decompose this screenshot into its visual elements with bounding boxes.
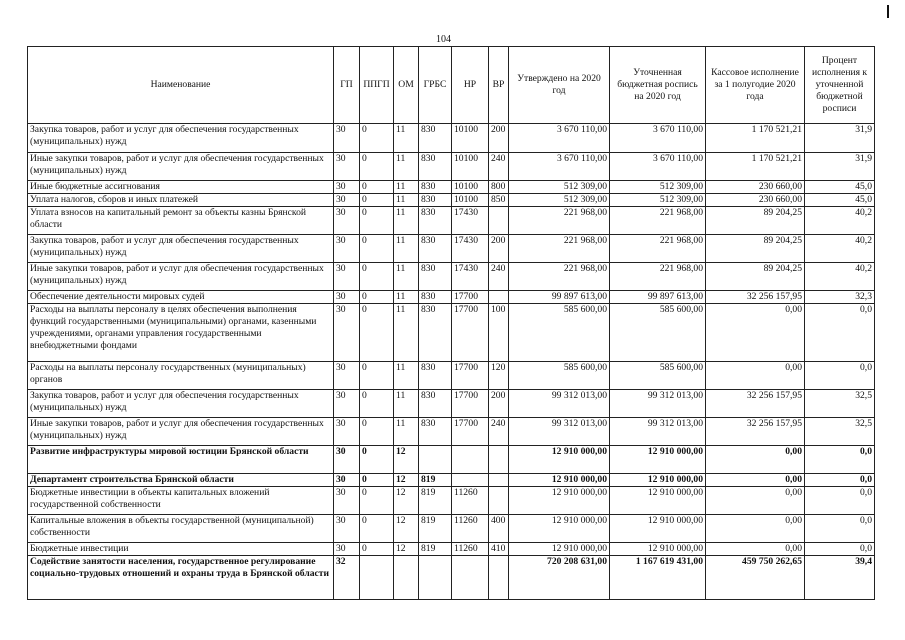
row-grbs: 830 <box>419 362 452 390</box>
header-ppgp: ППГП <box>360 47 394 124</box>
table-row <box>28 446 875 474</box>
row-om: 11 <box>394 291 419 304</box>
row-vr: 200 <box>489 390 509 418</box>
row-om: 11 <box>394 235 419 263</box>
row-vr <box>489 556 509 600</box>
table-row <box>28 418 875 446</box>
header-om: ОМ <box>394 47 419 124</box>
row-cash: 0,00 <box>706 362 805 390</box>
row-cash: 0,00 <box>706 474 805 487</box>
row-name: Закупка товаров, работ и услуг для обеспечения государственных (муниципальных) нужд <box>28 124 334 153</box>
row-grbs: 830 <box>419 207 452 235</box>
row-ppgp: 0 <box>360 181 394 194</box>
row-gp: 30 <box>334 418 360 446</box>
row-percent: 0,0 <box>805 543 875 556</box>
row-vr: 410 <box>489 543 509 556</box>
row-name: Иные закупки товаров, работ и услуг для обеспечения государственных (муниципальных) нужд <box>28 418 334 446</box>
row-approved: 99 897 613,00 <box>509 291 610 304</box>
row-approved: 12 910 000,00 <box>509 515 610 543</box>
row-refined: 585 600,00 <box>610 362 706 390</box>
row-ppgp: 0 <box>360 390 394 418</box>
table-row <box>28 194 875 207</box>
row-nr: 11260 <box>452 515 489 543</box>
page-number: 104 <box>436 34 451 45</box>
row-om: 12 <box>394 487 419 515</box>
row-refined: 221 968,00 <box>610 207 706 235</box>
row-vr: 200 <box>489 124 509 153</box>
row-grbs: 830 <box>419 235 452 263</box>
table-row <box>28 235 875 263</box>
row-name: Расходы на выплаты персоналу государственных (муниципальных) органов <box>28 362 334 390</box>
table-row <box>28 181 875 194</box>
row-cash: 0,00 <box>706 487 805 515</box>
row-refined: 12 910 000,00 <box>610 515 706 543</box>
row-percent: 32,5 <box>805 390 875 418</box>
row-refined: 12 910 000,00 <box>610 543 706 556</box>
header-name: Наименование <box>28 47 334 124</box>
row-vr <box>489 291 509 304</box>
row-gp: 30 <box>334 181 360 194</box>
row-ppgp: 0 <box>360 153 394 181</box>
row-percent: 40,2 <box>805 207 875 235</box>
row-cash: 459 750 262,65 <box>706 556 805 600</box>
row-percent: 0,0 <box>805 487 875 515</box>
row-nr: 10100 <box>452 194 489 207</box>
row-gp: 30 <box>334 207 360 235</box>
row-nr: 10100 <box>452 153 489 181</box>
row-refined: 3 670 110,00 <box>610 124 706 153</box>
row-name: Департамент строительства Брянской области <box>28 474 334 487</box>
row-grbs: 830 <box>419 153 452 181</box>
row-percent: 31,9 <box>805 124 875 153</box>
row-approved: 12 910 000,00 <box>509 543 610 556</box>
row-nr <box>452 474 489 487</box>
row-grbs: 830 <box>419 304 452 362</box>
row-percent: 0,0 <box>805 474 875 487</box>
header-nr: НР <box>452 47 489 124</box>
row-grbs: 819 <box>419 543 452 556</box>
table-row <box>28 390 875 418</box>
row-vr: 850 <box>489 194 509 207</box>
row-cash: 1 170 521,21 <box>706 124 805 153</box>
row-refined: 12 910 000,00 <box>610 474 706 487</box>
row-name: Закупка товаров, работ и услуг для обеспечения государственных (муниципальных) нужд <box>28 235 334 263</box>
row-vr: 800 <box>489 181 509 194</box>
header-gp: ГП <box>334 47 360 124</box>
table-row <box>28 124 875 153</box>
row-nr <box>452 556 489 600</box>
row-gp: 30 <box>334 474 360 487</box>
row-percent: 0,0 <box>805 362 875 390</box>
row-gp: 30 <box>334 235 360 263</box>
table-row <box>28 304 875 362</box>
row-refined: 1 167 619 431,00 <box>610 556 706 600</box>
row-cash: 0,00 <box>706 543 805 556</box>
row-ppgp: 0 <box>360 418 394 446</box>
row-vr: 400 <box>489 515 509 543</box>
row-ppgp: 0 <box>360 194 394 207</box>
row-gp: 32 <box>334 556 360 600</box>
row-approved: 12 910 000,00 <box>509 487 610 515</box>
row-approved: 12 910 000,00 <box>509 474 610 487</box>
row-gp: 30 <box>334 515 360 543</box>
row-vr <box>489 487 509 515</box>
row-approved: 221 968,00 <box>509 263 610 291</box>
row-refined: 99 312 013,00 <box>610 418 706 446</box>
row-gp: 30 <box>334 194 360 207</box>
row-approved: 720 208 631,00 <box>509 556 610 600</box>
row-approved: 3 670 110,00 <box>509 124 610 153</box>
row-approved: 221 968,00 <box>509 235 610 263</box>
row-ppgp: 0 <box>360 446 394 474</box>
row-cash: 32 256 157,95 <box>706 418 805 446</box>
row-grbs <box>419 556 452 600</box>
row-om: 12 <box>394 515 419 543</box>
edge-mark <box>887 5 889 18</box>
row-vr <box>489 207 509 235</box>
row-percent: 45,0 <box>805 181 875 194</box>
row-grbs: 830 <box>419 124 452 153</box>
row-name: Закупка товаров, работ и услуг для обеспечения государственных (муниципальных) нужд <box>28 390 334 418</box>
row-name: Капитальные вложения в объекты государственной (муниципальной) собственности <box>28 515 334 543</box>
row-cash: 89 204,25 <box>706 263 805 291</box>
row-gp: 30 <box>334 153 360 181</box>
row-vr: 240 <box>489 153 509 181</box>
row-cash: 0,00 <box>706 446 805 474</box>
row-nr: 10100 <box>452 181 489 194</box>
row-om <box>394 556 419 600</box>
table-row <box>28 207 875 235</box>
row-om: 11 <box>394 362 419 390</box>
table-row <box>28 474 875 487</box>
row-percent: 0,0 <box>805 515 875 543</box>
row-ppgp: 0 <box>360 291 394 304</box>
row-percent: 31,9 <box>805 153 875 181</box>
header-cash: Кассовое исполнение за 1 полугодие 2020 года <box>706 47 805 124</box>
header-refined: Уточненная бюджетная роспись на 2020 год <box>610 47 706 124</box>
row-nr: 11260 <box>452 487 489 515</box>
row-refined: 512 309,00 <box>610 181 706 194</box>
row-approved: 12 910 000,00 <box>509 446 610 474</box>
row-gp: 30 <box>334 291 360 304</box>
row-percent: 0,0 <box>805 446 875 474</box>
row-nr: 17430 <box>452 235 489 263</box>
row-om: 11 <box>394 304 419 362</box>
row-vr: 200 <box>489 235 509 263</box>
row-name: Уплата взносов на капитальный ремонт за объекты казны Брянской области <box>28 207 334 235</box>
row-percent: 0,0 <box>805 304 875 362</box>
row-nr <box>452 446 489 474</box>
row-ppgp: 0 <box>360 263 394 291</box>
row-cash: 230 660,00 <box>706 194 805 207</box>
row-grbs: 830 <box>419 181 452 194</box>
row-om: 12 <box>394 543 419 556</box>
row-refined: 585 600,00 <box>610 304 706 362</box>
row-refined: 221 968,00 <box>610 235 706 263</box>
row-grbs: 819 <box>419 474 452 487</box>
row-om: 11 <box>394 390 419 418</box>
row-cash: 1 170 521,21 <box>706 153 805 181</box>
row-om: 12 <box>394 446 419 474</box>
row-vr: 240 <box>489 418 509 446</box>
row-nr: 17700 <box>452 418 489 446</box>
row-grbs <box>419 446 452 474</box>
row-om: 11 <box>394 194 419 207</box>
table-row <box>28 291 875 304</box>
row-grbs: 830 <box>419 194 452 207</box>
row-approved: 512 309,00 <box>509 194 610 207</box>
row-nr: 17430 <box>452 207 489 235</box>
row-name: Развитие инфраструктуры мировой юстиции Брянской области <box>28 446 334 474</box>
row-om: 11 <box>394 124 419 153</box>
header-vr: ВР <box>489 47 509 124</box>
row-refined: 99 897 613,00 <box>610 291 706 304</box>
header-percent: Процент исполнения к уточненной бюджетной росписи <box>805 47 875 124</box>
row-cash: 89 204,25 <box>706 235 805 263</box>
table-row <box>28 556 875 600</box>
row-approved: 512 309,00 <box>509 181 610 194</box>
row-gp: 30 <box>334 543 360 556</box>
table-row <box>28 487 875 515</box>
row-name: Расходы на выплаты персоналу в целях обеспечения выполнения функций государственными (муниципальными) органами, казенными учреждениями, органами управления государственными внебюджетными фондами <box>28 304 334 362</box>
row-name: Обеспечение деятельности мировых судей <box>28 291 334 304</box>
row-ppgp: 0 <box>360 235 394 263</box>
row-cash: 0,00 <box>706 515 805 543</box>
row-nr: 11260 <box>452 543 489 556</box>
row-name: Иные закупки товаров, работ и услуг для обеспечения государственных (муниципальных) нужд <box>28 263 334 291</box>
row-ppgp: 0 <box>360 207 394 235</box>
row-nr: 17700 <box>452 362 489 390</box>
row-vr <box>489 474 509 487</box>
row-vr: 120 <box>489 362 509 390</box>
row-percent: 40,2 <box>805 235 875 263</box>
row-name: Иные закупки товаров, работ и услуг для обеспечения государственных (муниципальных) нужд <box>28 153 334 181</box>
row-grbs: 819 <box>419 515 452 543</box>
row-refined: 12 910 000,00 <box>610 487 706 515</box>
row-om: 11 <box>394 207 419 235</box>
row-name: Бюджетные инвестиции в объекты капитальных вложений государственной собственности <box>28 487 334 515</box>
row-refined: 221 968,00 <box>610 263 706 291</box>
row-gp: 30 <box>334 124 360 153</box>
row-grbs: 830 <box>419 291 452 304</box>
table-row <box>28 362 875 390</box>
table-header-row <box>28 47 875 124</box>
row-nr: 17700 <box>452 304 489 362</box>
row-nr: 10100 <box>452 124 489 153</box>
row-nr: 17700 <box>452 390 489 418</box>
row-approved: 3 670 110,00 <box>509 153 610 181</box>
row-cash: 0,00 <box>706 304 805 362</box>
row-approved: 585 600,00 <box>509 362 610 390</box>
row-name: Бюджетные инвестиции <box>28 543 334 556</box>
row-percent: 32,5 <box>805 418 875 446</box>
row-approved: 221 968,00 <box>509 207 610 235</box>
row-nr: 17430 <box>452 263 489 291</box>
budget-table <box>27 46 875 600</box>
row-percent: 39,4 <box>805 556 875 600</box>
table-body <box>28 124 875 600</box>
row-name: Содействие занятости населения, государственное регулирование социально-трудовых отношений и охраны труда в Брянской области <box>28 556 334 600</box>
row-vr: 100 <box>489 304 509 362</box>
table-row <box>28 543 875 556</box>
row-ppgp: 0 <box>360 487 394 515</box>
row-om: 11 <box>394 418 419 446</box>
row-grbs: 830 <box>419 418 452 446</box>
row-refined: 512 309,00 <box>610 194 706 207</box>
row-percent: 32,3 <box>805 291 875 304</box>
row-gp: 30 <box>334 362 360 390</box>
table-row <box>28 153 875 181</box>
row-om: 11 <box>394 181 419 194</box>
row-ppgp: 0 <box>360 304 394 362</box>
row-cash: 230 660,00 <box>706 181 805 194</box>
row-om: 12 <box>394 474 419 487</box>
row-grbs: 819 <box>419 487 452 515</box>
row-cash: 89 204,25 <box>706 207 805 235</box>
row-approved: 99 312 013,00 <box>509 418 610 446</box>
row-ppgp: 0 <box>360 124 394 153</box>
row-vr: 240 <box>489 263 509 291</box>
row-gp: 30 <box>334 390 360 418</box>
row-refined: 12 910 000,00 <box>610 446 706 474</box>
row-ppgp: 0 <box>360 515 394 543</box>
row-gp: 30 <box>334 263 360 291</box>
row-vr <box>489 446 509 474</box>
header-approved: Утверждено на 2020 год <box>509 47 610 124</box>
row-refined: 3 670 110,00 <box>610 153 706 181</box>
row-ppgp: 0 <box>360 543 394 556</box>
row-gp: 30 <box>334 487 360 515</box>
row-ppgp: 0 <box>360 474 394 487</box>
row-grbs: 830 <box>419 390 452 418</box>
row-approved: 99 312 013,00 <box>509 390 610 418</box>
row-ppgp: 0 <box>360 362 394 390</box>
row-refined: 99 312 013,00 <box>610 390 706 418</box>
header-grbs: ГРБС <box>419 47 452 124</box>
table-row <box>28 263 875 291</box>
row-cash: 32 256 157,95 <box>706 390 805 418</box>
table-row <box>28 515 875 543</box>
row-gp: 30 <box>334 446 360 474</box>
row-ppgp <box>360 556 394 600</box>
row-om: 11 <box>394 263 419 291</box>
row-name: Уплата налогов, сборов и иных платежей <box>28 194 334 207</box>
row-om: 11 <box>394 153 419 181</box>
row-approved: 585 600,00 <box>509 304 610 362</box>
row-gp: 30 <box>334 304 360 362</box>
row-cash: 32 256 157,95 <box>706 291 805 304</box>
row-nr: 17700 <box>452 291 489 304</box>
row-grbs: 830 <box>419 263 452 291</box>
row-percent: 40,2 <box>805 263 875 291</box>
row-percent: 45,0 <box>805 194 875 207</box>
row-name: Иные бюджетные ассигнования <box>28 181 334 194</box>
